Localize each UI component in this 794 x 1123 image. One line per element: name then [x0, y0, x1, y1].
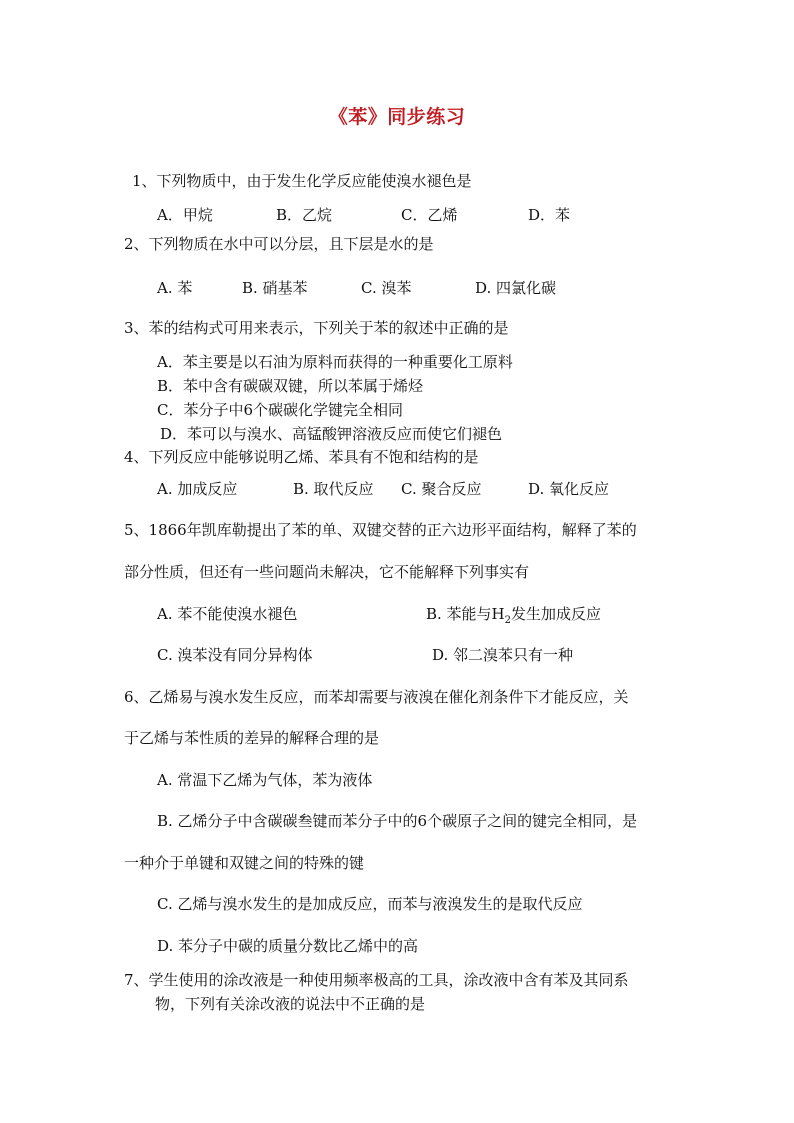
document-title: 《苯》同步练习	[328, 106, 466, 128]
question-1-stem: 1、下列物质中，由于发生化学反应能使溴水褪色是	[132, 172, 472, 190]
question-2-stem: 2、下列物质在水中可以分层，且下层是水的是	[124, 235, 434, 253]
question-5-option-c: C. 溴苯没有同分异构体	[157, 646, 313, 664]
question-5-option-b-prefix: B. 苯能与H	[426, 605, 505, 623]
question-1-option-a: A．甲烷	[157, 206, 213, 224]
question-5-option-a: A. 苯不能使溴水褪色	[157, 605, 298, 623]
question-5-stem-line-1: 5、1866年凯库勒提出了苯的单、双键交替的正六边形平面结构，解释了苯的	[124, 521, 637, 539]
question-3-stem: 3、苯的结构式可用来表示，下列关于苯的叙述中正确的是	[124, 319, 509, 337]
question-6-stem-line-1: 6、乙烯易与溴水发生反应，而苯却需要与液溴在催化剂条件下才能反应，关	[124, 688, 629, 706]
question-6-option-c: C. 乙烯与溴水发生的是加成反应，而苯与液溴发生的是取代反应	[157, 895, 583, 913]
question-3-option-c: C．苯分子中6个碳碳化学键完全相同	[157, 401, 404, 419]
question-7-stem-line-1: 7、学生使用的涂改液是一种使用频率极高的工具，涂改液中含有苯及其同系	[124, 971, 629, 989]
question-3-option-d: D．苯可以与溴水、高锰酸钾溶液反应而使它们褪色	[160, 425, 503, 443]
question-5-option-b	[426, 604, 601, 631]
question-4-option-c: C. 聚合反应	[401, 480, 482, 498]
question-2-option-b: B. 硝基苯	[242, 279, 308, 297]
question-5-option-d: D. 邻二溴苯只有一种	[432, 646, 574, 664]
question-4-option-b: B. 取代反应	[293, 480, 374, 498]
question-1-option-d: D．苯	[528, 206, 571, 224]
question-6-option-d: D. 苯分子中碳的质量分数比乙烯中的高	[157, 937, 419, 955]
question-3-option-b: B．苯中含有碳碳双键，所以苯属于烯烃	[157, 377, 424, 395]
question-5-stem-line-2: 部分性质，但还有一些问题尚未解决，它不能解释下列事实有	[124, 563, 530, 581]
question-4-option-a: A. 加成反应	[157, 480, 238, 498]
question-4-option-d: D. 氧化反应	[528, 480, 610, 498]
question-6-option-b: B. 乙烯分子中含碳碳叁键而苯分子中的6个碳原子之间的键完全相同，是	[157, 812, 638, 830]
question-6-option-a: A. 常温下乙烯为气体，苯为液体	[157, 771, 373, 789]
question-5-option-b-suffix: 发生加成反应	[511, 605, 602, 623]
question-1-option-c: C．乙烯	[401, 206, 458, 224]
question-4-stem: 4、下列反应中能够说明乙烯、苯具有不饱和结构的是	[124, 448, 479, 466]
question-2-option-d: D. 四氯化碳	[475, 279, 557, 297]
question-7-stem-line-2: 物，下列有关涂改液的说法中不正确的是	[155, 995, 426, 1013]
question-1-option-b: B．乙烷	[276, 206, 333, 224]
question-2-option-a: A. 苯	[157, 279, 193, 297]
question-2-option-c: C. 溴苯	[361, 279, 412, 297]
question-3-option-a: A．苯主要是以石油为原料而获得的一种重要化工原料	[157, 353, 513, 371]
question-6-option-b-continued: 一种介于单键和双键之间的特殊的键	[124, 854, 365, 872]
question-6-stem-line-2: 于乙烯与苯性质的差异的解释合理的是	[124, 729, 380, 747]
hydrogen-subscript: 2	[504, 615, 512, 626]
